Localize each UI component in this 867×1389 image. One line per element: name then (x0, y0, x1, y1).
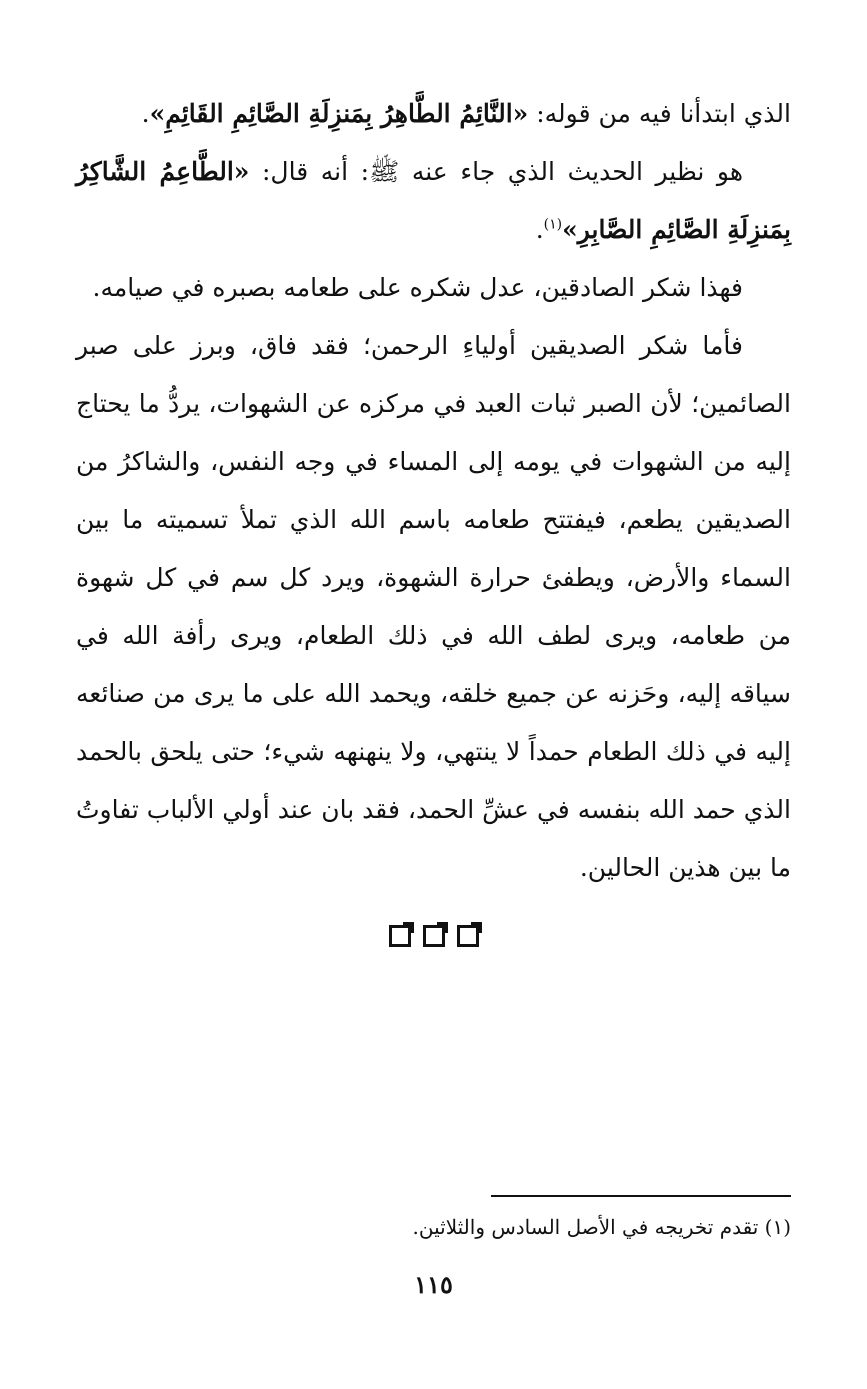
hadith-quote-2: «الطَّاعِمُ الشَّاكِرُ بِمَنزِلَةِ الصَّائِمِ الصَّابِرِ» (76, 157, 791, 244)
footnote-marker: (١) (543, 216, 563, 233)
page-number: ١١٥ (414, 1270, 453, 1299)
ornament-square-icon (389, 925, 411, 947)
ornament-square-icon (423, 925, 445, 947)
ornament-square-icon (457, 925, 479, 947)
hadith-quote-1: «النَّائِمُ الطَّاهِرُ بِمَنزِلَةِ الصَّائِمِ القَائِمِ» (149, 99, 529, 128)
paragraph-2-end: . (535, 215, 544, 244)
paragraph-1-end: . (141, 99, 150, 128)
paragraph-1-text: الذي ابتدأنا فيه من قوله: (528, 99, 791, 128)
paragraph-2 (76, 143, 791, 259)
footnote: (١) تقدم تخريجه في الأصل السادس والثلاثين. (412, 1215, 791, 1239)
paragraph-1 (76, 85, 791, 143)
paragraph-2-text: هو نظير الحديث الذي جاء عنه ﷺ: أنه قال: (249, 157, 743, 186)
body-text (76, 85, 791, 897)
paragraph-4: فأما شكر الصديقين أولياءِ الرحمن؛ فقد فاق، وبرز على صبر الصائمين؛ لأن الصبر ثبات العبد في مركزه عن الشهوات، يردُّ ما يحتاج إليه من الشهوات في يومه إلى المساء في وجه النفس، والشاكرُ من الصديقين يطعم، فيفتتح طعامه باسم الله الذي تملأ تسميته ما بين السماء والأرض، ويطفئ حرارة الشهوة، ويرد كل سم في كل شهوة من طعامه، ويرى لطف الله في ذلك الطعام، ويرى رأفة الله في سياقه إليه، وحَزنه عن جميع خلقه، ويحمد الله على ما يرى من صنائعه إليه في ذلك الطعام حمداً لا ينتهي، ولا ينهنهه شيء؛ حتى يلحق بالحمد الذي حمد الله بنفسه في عشِّ الحمد، فقد بان عند أولي الألباب تفاوتُ ما بين هذين الحالين. (76, 331, 791, 882)
footnote-divider (491, 1195, 791, 1197)
section-end-ornament (0, 925, 867, 947)
paragraph-3: فهذا شكر الصادقين، عدل شكره على طعامه بصبره في صيامه. (92, 273, 743, 302)
